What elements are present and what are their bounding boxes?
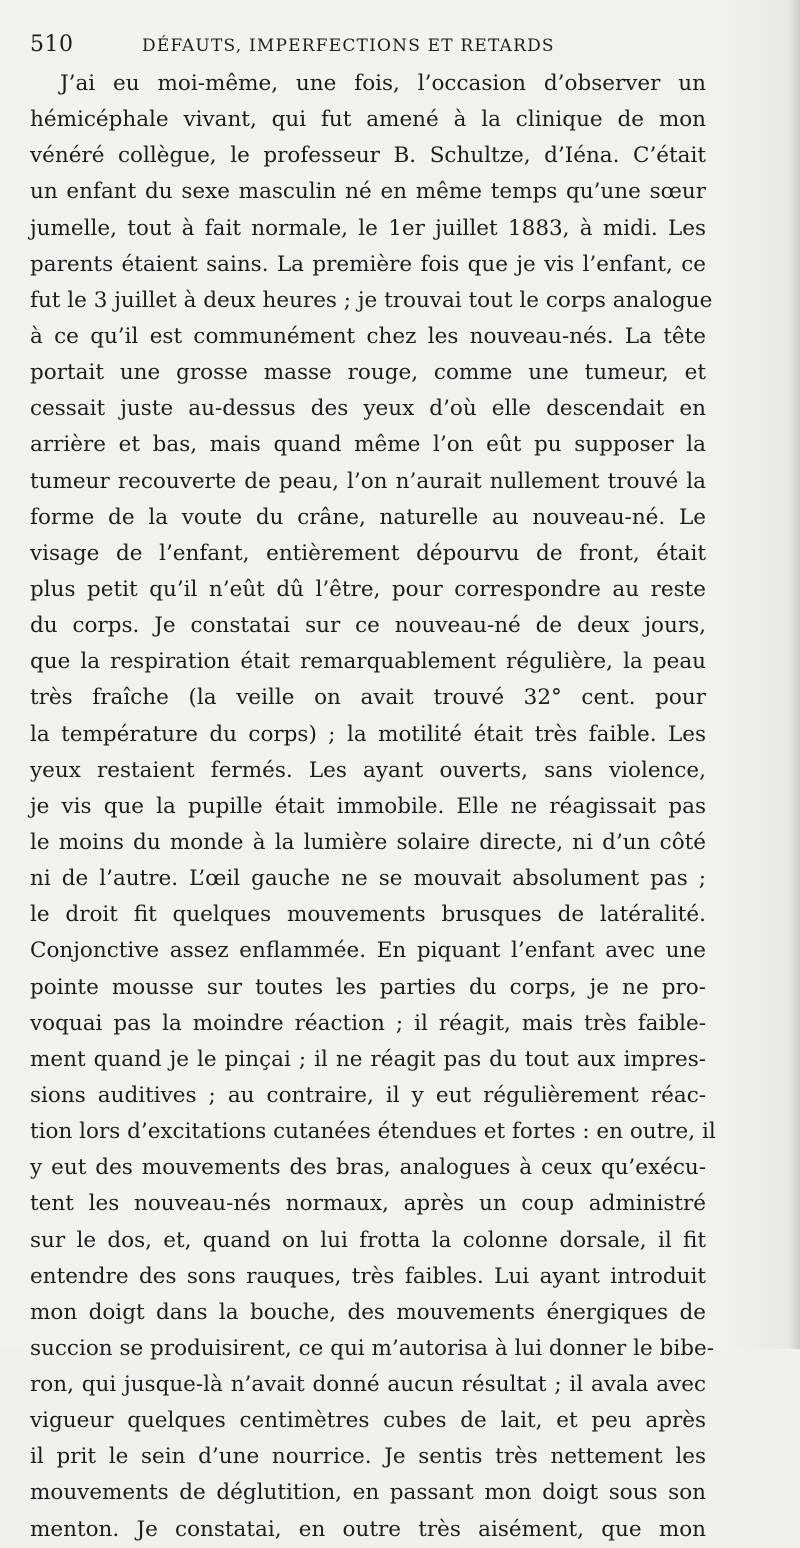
text-line: le moins du monde à la lumière solaire directe, ni d’un côté [30,829,706,855]
text-line: menton. Je constatai, en outre très aisément, que mon [30,1516,706,1542]
running-title: DÉFAUTS, IMPERFECTIONS ET RETARDS [142,36,555,56]
page-number: 510 [30,32,74,57]
text-line: la température du corps) ; la motilité était très faible. Les [30,721,706,747]
text-line: que la respiration était remarquablement régulière, la peau [30,649,706,675]
text-line: à ce qu’il est communément chez les nouveau-nés. La tête [30,323,706,349]
text-line: le droit fit quelques mouvements brusques de latéralité. [30,902,706,928]
text-line: ron, qui jusque-là n’avait donné aucun résultat ; il avala avec [30,1372,706,1398]
page-edge-shadow [788,0,800,1349]
text-line: mon doigt dans la bouche, des mouvements énergiques de [30,1299,706,1325]
text-line: du corps. Je constatai sur ce nouveau-né de deux jours, [30,613,706,639]
text-line: portait une grosse masse rouge, comme une tumeur, et [30,360,706,386]
text-line: entendre des sons rauques, très faibles. Lui ayant introduit [30,1263,706,1289]
text-line: y eut des mouvements des bras, analogues à ceux qu’exécu- [30,1155,706,1181]
text-line: pointe mousse sur toutes les parties du corps, je ne pro- [30,974,706,1000]
page-header [30,28,770,64]
text-line: succion se produisirent, ce qui m’autorisa à lui donner le bibe- [30,1335,714,1361]
text-line: Conjonctive assez enflammée. En piquant l’enfant avec une [30,938,706,964]
text-line: parents étaient sains. La première fois que je vis l’enfant, ce [30,251,706,277]
text-line: vénéré collègue, le professeur B. Schultze, d’Iéna. C’était [30,143,706,169]
text-line: voquai pas la moindre réaction ; il réagit, mais très faible- [30,1010,706,1036]
text-line: tion lors d’excitations cutanées étendues et fortes : en outre, il [30,1119,716,1145]
text-line: fut le 3 juillet à deux heures ; je trouvai tout le corps analogue [30,287,713,313]
text-line: plus petit qu’il n’eût dû l’être, pour correspondre au reste [30,576,706,602]
text-line: tent les nouveau-nés normaux, après un coup administré [30,1191,706,1217]
text-line: yeux restaient fermés. Les ayant ouverts, sans violence, [30,757,706,783]
text-line: ni de l’autre. L’œil gauche ne se mouvait absolument pas ; [30,866,706,892]
text-line: mouvements de déglutition, en passant mon doigt sous son [30,1480,706,1506]
text-line: J’ai eu moi-même, une fois, l’occasion d’observer un [60,71,706,96]
text-line: arrière et bas, mais quand même l’on eût pu supposer la [30,432,706,458]
text-line: ment quand je le pinçai ; il ne réagit pas du tout aux impres- [30,1046,706,1072]
text-line: je vis que la pupille était immobile. Elle ne réagissait pas [30,793,706,819]
text-line: jumelle, tout à fait normale, le 1er juillet 1883, à midi. Les [30,215,706,241]
text-line: visage de l’enfant, entièrement dépourvu de front, était [30,540,706,566]
text-line: forme de la voute du crâne, naturelle au nouveau-né. Le [30,504,706,530]
text-line: sur le dos, et, quand on lui frotta la colonne dorsale, il fit [30,1227,706,1253]
text-line: cessait juste au-dessus des yeux d’où elle descendait en [30,396,706,422]
text-line: tumeur recouverte de peau, l’on n’aurait nullement trouvé la [30,468,706,494]
text-line: hémicéphale vivant, qui fut amené à la clinique de mon [30,107,706,133]
text-line: il prit le sein d’une nourrice. Je sentis très nettement les [30,1444,706,1470]
text-line: très fraîche (la veille on avait trouvé 32° cent. pour [30,685,706,711]
body-paragraph [30,66,716,1548]
text-line: un enfant du sexe masculin né en même temps qu’une sœur [30,179,706,205]
text-line: sions auditives ; au contraire, il y eut régulièrement réac- [30,1082,706,1108]
text-line: vigueur quelques centimètres cubes de lait, et peu après [30,1408,706,1434]
